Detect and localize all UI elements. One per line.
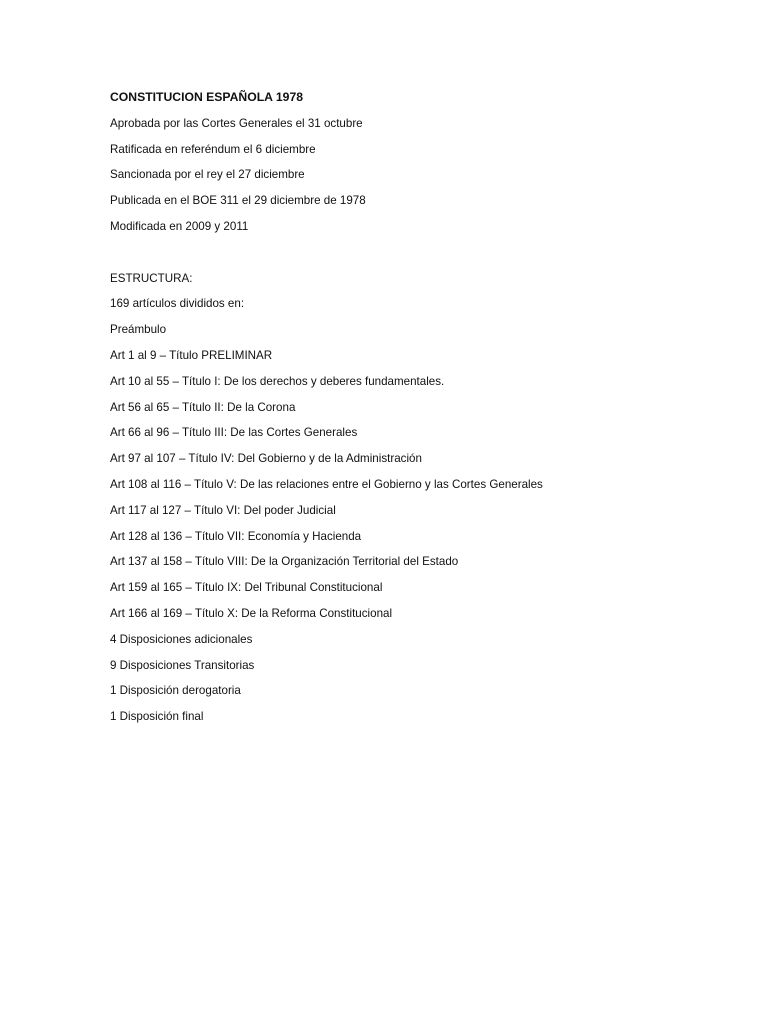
structure-line: 169 artículos divididos en: <box>110 297 245 311</box>
structure-line: 9 Disposiciones Transitorias <box>110 658 255 672</box>
intro-line-modified: Modificada en 2009 y 2011 <box>110 219 249 233</box>
structure-line: Art 10 al 55 – Título I: De los derechos y deberes fundamentales. <box>110 374 445 388</box>
structure-line: 1 Disposición final <box>110 710 204 724</box>
section-spacer <box>110 240 730 266</box>
structure-line: Preámbulo <box>110 323 167 337</box>
intro-line-approved: Aprobada por las Cortes Generales el 31 octubre <box>110 116 363 130</box>
structure-line: Art 128 al 136 – Título VII: Economía y Hacienda <box>110 529 362 543</box>
document-title: CONSTITUCION ESPAÑOLA 1978 <box>110 90 303 104</box>
document-body <box>110 85 730 730</box>
intro-line-published: Publicada en el BOE 311 el 29 diciembre de 1978 <box>110 194 366 208</box>
structure-line: Art 97 al 107 – Título IV: Del Gobierno y de la Administración <box>110 452 422 466</box>
structure-line: Art 117 al 127 – Título VI: Del poder Judicial <box>110 503 336 517</box>
structure-line: Art 166 al 169 – Título X: De la Reforma Constitucional <box>110 606 393 620</box>
structure-line: Art 66 al 96 – Título III: De las Cortes Generales <box>110 426 358 440</box>
structure-line: Art 159 al 165 – Título IX: Del Tribunal Constitucional <box>110 581 383 595</box>
structure-line: Art 137 al 158 – Título VIII: De la Organización Territorial del Estado <box>110 555 459 569</box>
structure-line: 1 Disposición derogatoria <box>110 684 241 698</box>
structure-line: Art 1 al 9 – Título PRELIMINAR <box>110 348 273 362</box>
structure-line: Art 108 al 116 – Título V: De las relaciones entre el Gobierno y las Cortes Generales <box>110 477 543 491</box>
intro-line-sanctioned: Sancionada por el rey el 27 diciembre <box>110 168 305 182</box>
intro-line-ratified: Ratificada en referéndum el 6 diciembre <box>110 142 316 156</box>
structure-line: 4 Disposiciones adicionales <box>110 632 253 646</box>
structure-line: Art 56 al 65 – Título II: De la Corona <box>110 400 296 414</box>
structure-heading: ESTRUCTURA: <box>110 271 193 285</box>
